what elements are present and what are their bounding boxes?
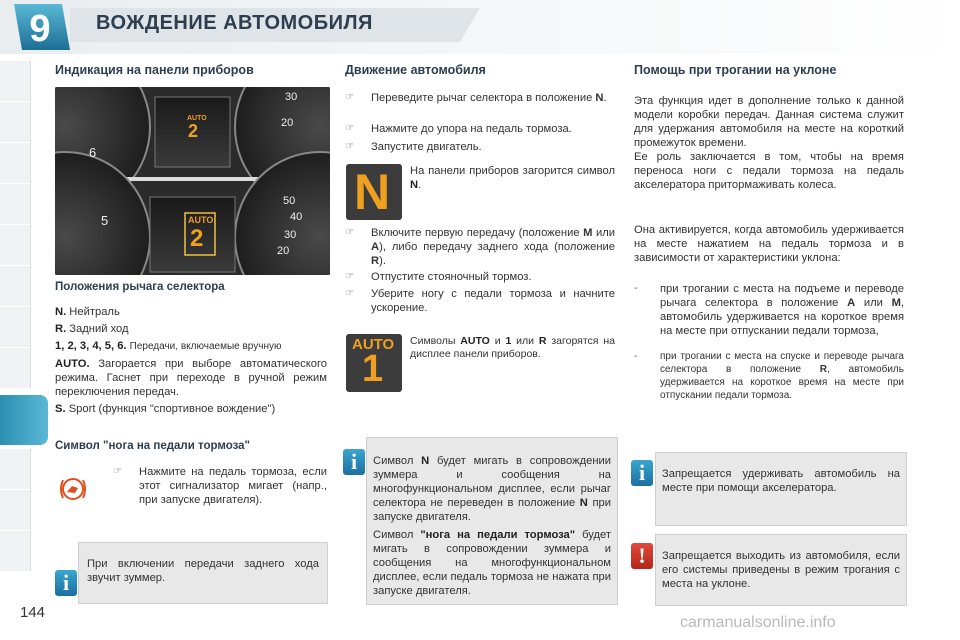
warning-icon: !: [631, 543, 653, 569]
sidebar-tab[interactable]: [0, 60, 31, 101]
chapter-number: 9: [29, 8, 51, 50]
sidebar-tab-active[interactable]: [0, 395, 48, 445]
info-icon: i: [343, 449, 365, 475]
hill-assist-paragraph: Она активируется, когда автомобиль удерживается на месте нажатием на педаль тормоза и в зависимости от характеристики уклона:: [634, 224, 904, 264]
warning-text: Запрещается выходить из автомобиля, если его системы приведены в режим трогания с места на уклоне.: [662, 550, 900, 590]
sidebar-tab[interactable]: [0, 183, 31, 224]
sidebar-tab[interactable]: [0, 101, 31, 142]
bullet-marker: ☞: [345, 123, 354, 134]
auto-1-symbol-icon: [346, 334, 402, 392]
position-key: AUTO.: [55, 358, 90, 370]
gauge-display-mode-bottom: AUTO: [188, 215, 214, 225]
dash-marker: -: [634, 283, 638, 294]
bullet-marker: ☞: [113, 466, 122, 477]
position-key: S.: [55, 403, 66, 415]
hill-assist-paragraph: Ее роль заключается в том, чтобы на время переноса ноги с педали тормоза на педаль акселератора притормаживать колеса.: [634, 151, 904, 191]
bullet-marker: ☞: [345, 288, 354, 299]
selector-position-item: [55, 357, 327, 399]
bullet-marker: ☞: [345, 92, 354, 103]
auto-symbol-word: AUTO: [352, 336, 395, 353]
auto-symbol-text: Символы AUTO и 1 или R загорятся на дисплее панели приборов.: [410, 335, 615, 360]
hill-assist-paragraph: Эта функция идет в дополнение только к данной модели коробки передач. Данная система служит для удержания автомобиля на месте на короткий промежуток времени.: [634, 95, 904, 149]
sidebar-tab[interactable]: [0, 347, 31, 388]
hill-case-item: - при трогании с места на подъеме и переводе рычага селектора в положение A или M, автомобиль удерживается на короткое время на месте при отпускании педали тормоза,: [634, 283, 905, 337]
info-box-accelerator: [655, 452, 907, 526]
info-box-start: [366, 437, 618, 605]
instrument-panel-photo: [55, 87, 330, 275]
bullet-text: Нажмите на педаль тормоза, если этот сигнализатор мигает (напр., при запуске двигателя).: [139, 466, 327, 506]
bullet-marker: ☞: [345, 227, 354, 238]
step-bullet: ☞ Переведите рычаг селектора в положение N.: [345, 92, 607, 104]
sidebar-tab[interactable]: [0, 142, 31, 183]
step-bullet: ☞ Нажмите до упора на педаль тормоза.: [345, 123, 572, 135]
gauge-tick-label: 40: [290, 211, 303, 223]
gauge-tick-label: 20: [277, 245, 290, 257]
info-text: Запрещается удерживать автомобиль на месте при помощи акселератора.: [662, 468, 900, 494]
gauge-tick-label: 30: [285, 91, 298, 103]
sidebar-tab[interactable]: [0, 530, 31, 571]
step-bullet: ☞ Запустите двигатель.: [345, 141, 482, 153]
gauge-display-mode-top: AUTO: [187, 115, 207, 122]
position-text: Нейтраль: [69, 306, 120, 318]
brake-bullet: [113, 465, 327, 507]
sidebar-tab[interactable]: [0, 489, 31, 530]
position-key: 1, 2, 3, 4, 5, 6.: [55, 340, 127, 352]
auto-symbol-digit: 1: [362, 348, 384, 390]
sidebar-tab[interactable]: [0, 306, 31, 347]
position-key: R.: [55, 323, 67, 335]
selector-position-item: [55, 322, 327, 336]
n-symbol-icon: [346, 164, 402, 220]
gauge-tick-label: 50: [283, 195, 296, 207]
n-symbol-letter: N: [354, 164, 391, 220]
sidebar-tab[interactable]: [0, 265, 31, 306]
section-title-hill-assist: Помощь при трогании на уклоне: [634, 63, 837, 77]
page-number: 144: [20, 604, 46, 621]
selector-position-item: [55, 402, 327, 416]
step-bullet: ☞ Отпустите стояночный тормоз.: [345, 271, 532, 283]
position-key: N.: [55, 306, 67, 318]
dash-marker: -: [634, 351, 638, 362]
info-icon: i: [631, 460, 653, 486]
sidebar-tab[interactable]: [0, 448, 31, 489]
gauge-tick-label: 30: [284, 229, 297, 241]
watermark-url: carmanualsonline.info: [680, 614, 836, 631]
gauge-display-gear-bottom: 2: [190, 225, 204, 252]
info-text: Символ N будет мигать в сопровождении зуммера и сообщения на многофункциональном дисплее, если рычаг селектора не переведен в положение N при запуске двигателя. Символ "нога на педали тормоза" будет мигать в сопровождении зуммера и сообщения на многофункциональном дисплее, если педаль тормоза не нажата при запуске двигателя.: [373, 455, 611, 597]
position-text: Передачи, включаемые вручную: [129, 341, 282, 352]
info-icon: i: [55, 570, 77, 596]
bullet-marker: ☞: [345, 271, 354, 282]
position-text: Загорается при выборе автоматического режима. Гаснет при переходе в ручной режим переключения передач.: [55, 358, 328, 398]
info-text: При включении передачи заднего хода звучит зуммер.: [87, 558, 319, 584]
step-bullet: ☞ Включите первую передачу (положение M или A), либо передачу заднего хода (положение R).: [345, 227, 615, 267]
brake-foot-warning-icon: [58, 474, 88, 504]
section-title-driving: Движение автомобиля: [345, 63, 486, 77]
selector-position-item: [55, 305, 327, 319]
gauge-tick-label: 20: [281, 117, 294, 129]
gauge-tick-label: 5: [101, 213, 109, 228]
gauge-display-gear-top: 2: [188, 121, 199, 141]
selector-position-list: [55, 305, 327, 416]
gauge-tick-label: 6: [89, 145, 97, 160]
brake-symbol-title: Символ "нога на педали тормоза": [55, 440, 251, 452]
info-box-reverse: [78, 542, 328, 604]
hill-case-item: - при трогании с места на спуске и переводе рычага селектора в положение R, автомобиль удерживается на короткое время на месте при отпускании педали тормоза.: [634, 351, 904, 401]
selector-position-item: [55, 339, 327, 354]
step-bullet: ☞ Уберите ногу с педали тормоза и начните ускорение.: [345, 288, 615, 314]
bullet-marker: ☞: [345, 141, 354, 152]
selector-positions-title: Положения рычага селектора: [55, 281, 225, 293]
section-title-indicator: Индикация на панели приборов: [55, 63, 254, 77]
position-text: Задний ход: [69, 323, 129, 335]
position-text: Sport (функция "спортивное вождение"): [68, 403, 276, 415]
n-symbol-text: На панели приборов загорится символ N.: [410, 165, 615, 191]
sidebar-tab[interactable]: [0, 224, 31, 265]
page-title: ВОЖДЕНИЕ АВТОМОБИЛЯ: [96, 12, 373, 34]
warning-box-exit: [655, 534, 907, 606]
